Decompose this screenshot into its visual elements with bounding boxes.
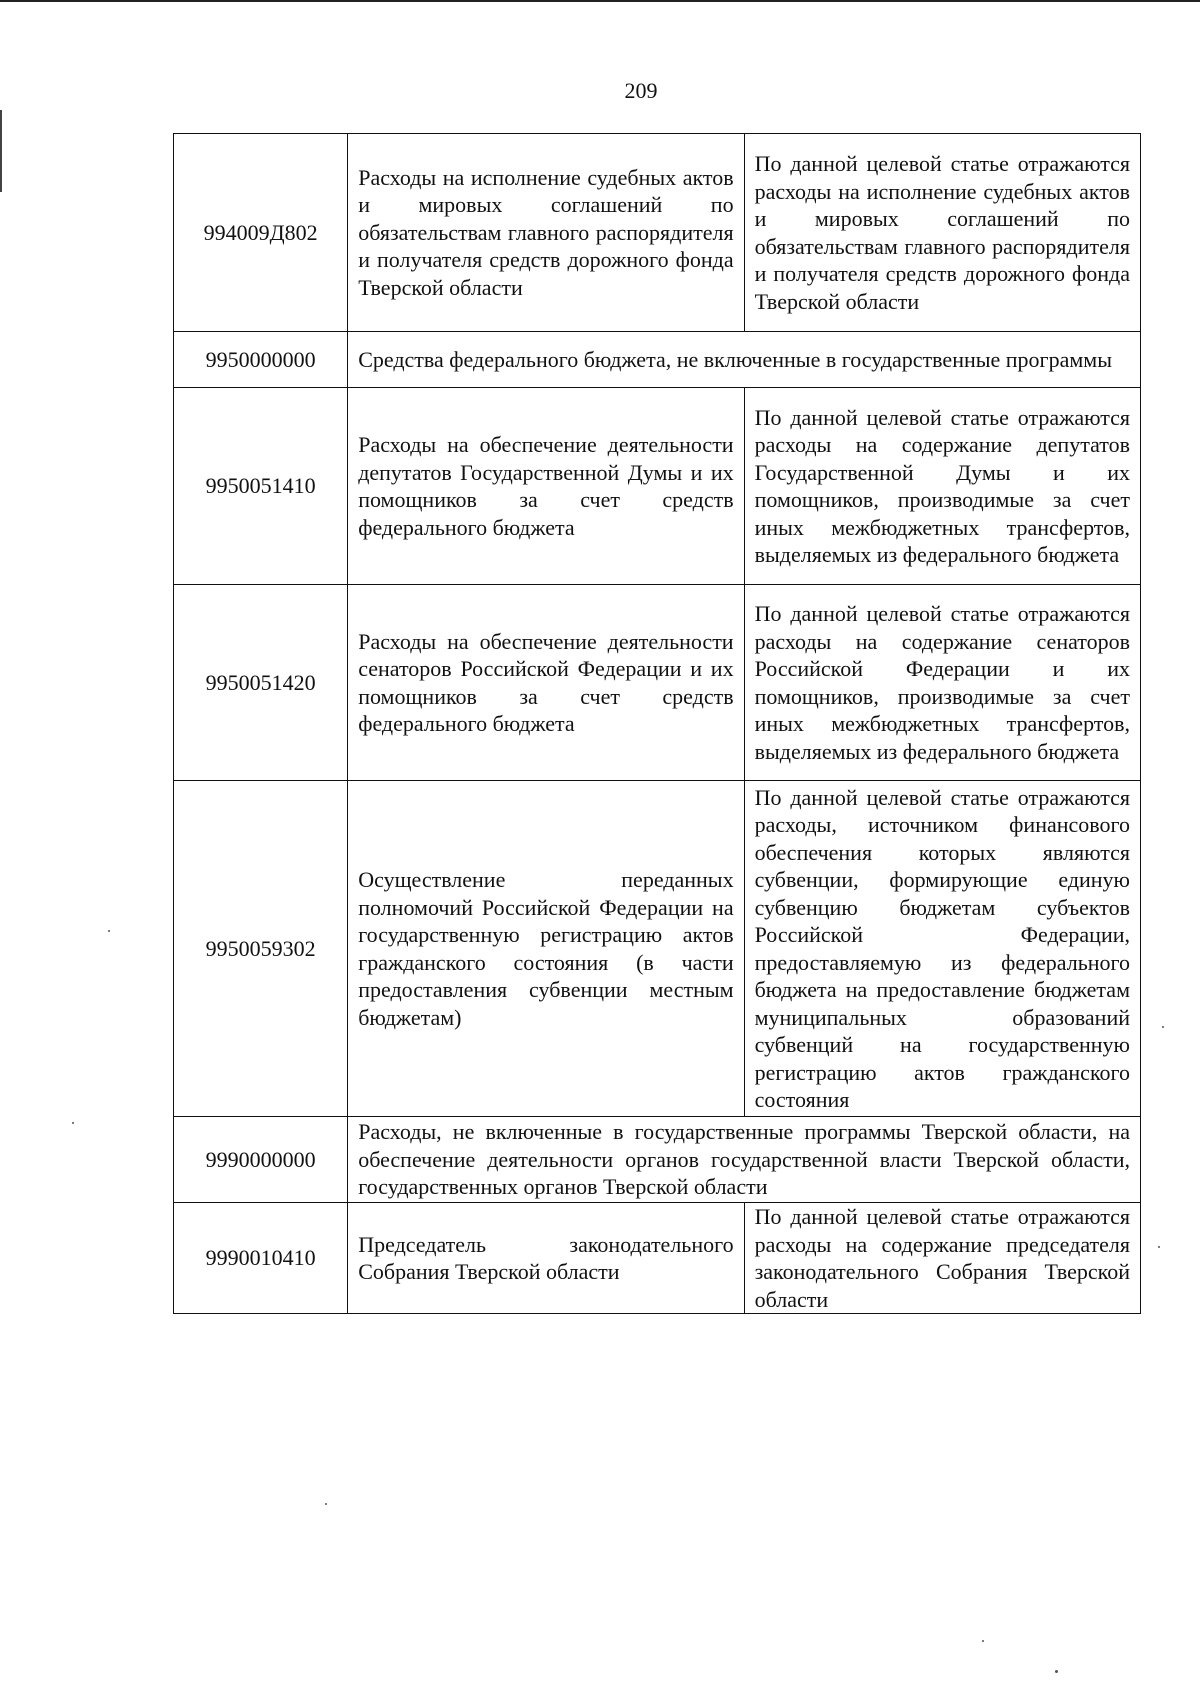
table-row xyxy=(174,585,1141,781)
top-border-line xyxy=(0,0,1200,2)
table-row xyxy=(174,134,1141,332)
article-name: Расходы на обеспечение деятельности депутатов Государственной Думы и их помощников за счет средств федерального бюджета xyxy=(348,388,744,585)
article-code: 9950000000 xyxy=(174,332,348,388)
article-name: Осуществление переданных полномочий Российской Федерации на государственную регистрацию актов гражданского состояния (в части предоставления субвенции местным бюджетам) xyxy=(348,781,744,1117)
scan-speck xyxy=(1055,1670,1058,1673)
article-name: Председатель законодательного Собрания Тверской области xyxy=(348,1203,744,1314)
article-code: 9990000000 xyxy=(174,1117,348,1203)
article-name: Расходы, не включенные в государственные программы Тверской области, на обеспечение деятельности органов государственной власти Тверской области, государственных органов Тверской области xyxy=(348,1117,1141,1203)
article-comment: По данной целевой статье отражаются расходы на исполнение судебных актов и мировых соглашений по обязательствам главного распорядителя и получателя средств дорожного фонда Тверской области xyxy=(744,134,1140,332)
page-number: 209 xyxy=(624,78,658,103)
scan-margin-mark xyxy=(0,110,2,192)
article-code: 994009Д802 xyxy=(174,134,348,332)
table-row xyxy=(174,388,1141,585)
table-row xyxy=(174,1203,1141,1314)
scan-speck xyxy=(72,1122,74,1124)
scan-speck xyxy=(325,1503,327,1505)
scan-speck xyxy=(108,930,110,932)
table-row xyxy=(174,781,1141,1117)
scan-speck xyxy=(1158,1246,1160,1248)
article-comment: По данной целевой статье отражаются расходы, источником финансового обеспечения которых являются субвенции, формирующие единую субвенцию бюджетам субъектов Российской Федерации, предоставляемую из федерального бюджета на предоставление бюджетам муниципальных образований субвенций на государственную регистрацию актов гражданского состояния xyxy=(744,781,1140,1117)
article-code: 9990010410 xyxy=(174,1203,348,1314)
article-name: Расходы на обеспечение деятельности сенаторов Российской Федерации и их помощников за счет средств федерального бюджета xyxy=(348,585,744,781)
table-row xyxy=(174,1117,1141,1203)
scan-speck xyxy=(1162,1026,1164,1028)
article-comment: По данной целевой статье отражаются расходы на содержание депутатов Государственной Думы и их помощников, производимые за счет иных межбюджетных трансфертов, выделяемых из федерального бюджета xyxy=(744,388,1140,585)
target-article-table xyxy=(173,133,1141,1314)
scan-speck xyxy=(982,1640,984,1642)
article-comment: По данной целевой статье отражаются расходы на содержание председателя законодательного Собрания Тверской области xyxy=(744,1203,1140,1314)
article-name: Средства федерального бюджета, не включенные в государственные программы xyxy=(348,332,1141,388)
article-name: Расходы на исполнение судебных актов и мировых соглашений по обязательствам главного распорядителя и получателя средств дорожного фонда Тверской области xyxy=(348,134,744,332)
article-code: 9950051410 xyxy=(174,388,348,585)
table-row xyxy=(174,332,1141,388)
article-code: 9950059302 xyxy=(174,781,348,1117)
article-code: 9950051420 xyxy=(174,585,348,781)
article-comment: По данной целевой статье отражаются расходы на содержание сенаторов Российской Федерации и их помощников, производимые за счет иных межбюджетных трансфертов, выделяемых из федерального бюджета xyxy=(744,585,1140,781)
